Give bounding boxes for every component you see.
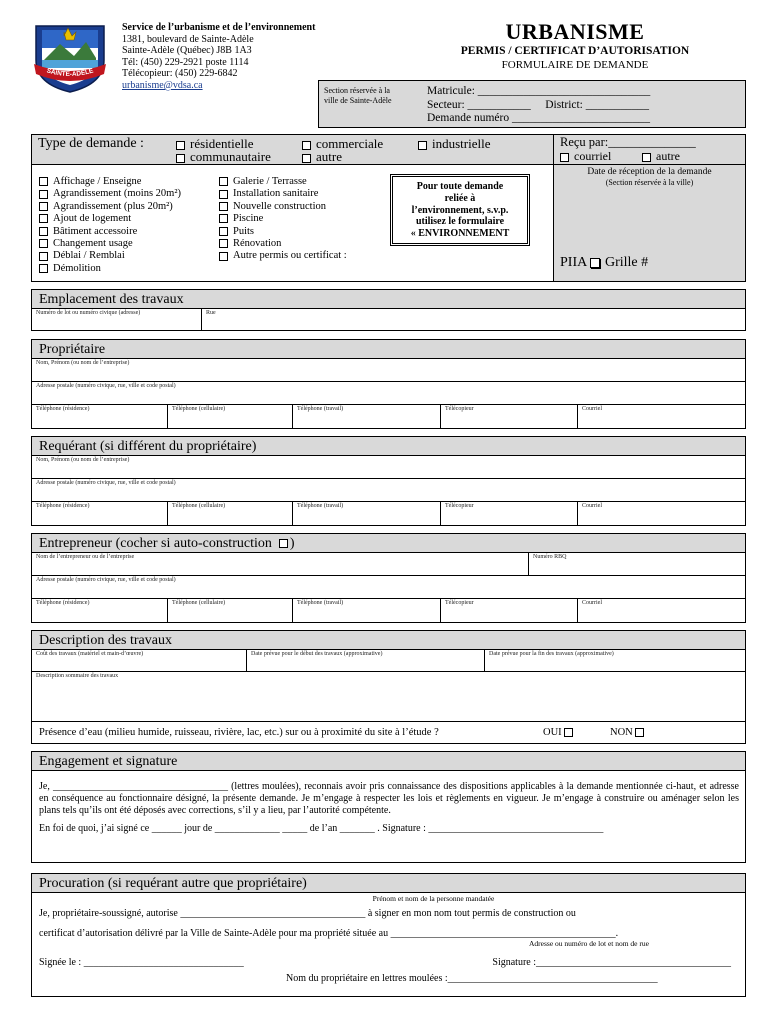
form-name: FORMULAIRE DE DEMANDE <box>501 59 649 71</box>
engagement-section <box>31 751 746 863</box>
applicant-name-field[interactable]: Nom, Prénom (ou nom de l’entreprise) <box>36 457 130 463</box>
work-checkbox[interactable]: Agrandissement (moins 20m²) <box>39 188 181 200</box>
work-checkbox[interactable]: Nouvelle construction <box>219 201 347 213</box>
recu-autre-checkbox[interactable]: autre <box>642 149 680 164</box>
owner-printed-name-field[interactable]: Nom du propriétaire en lettres moulées :__________________________________________ <box>286 973 658 984</box>
svg-text:SAINTE-ADÈLE: SAINTE-ADÈLE <box>45 67 95 79</box>
page-title: URBANISME <box>505 19 645 44</box>
recu-courriel-checkbox[interactable]: courriel <box>560 149 611 164</box>
work-checkbox[interactable]: Changement usage <box>39 238 181 250</box>
work-checkbox[interactable]: Affichage / Enseigne <box>39 176 181 188</box>
end-date-field[interactable]: Date prévue pour la fin des travaux (approximative) <box>489 651 614 657</box>
work-checkbox[interactable]: Rénovation <box>219 238 347 250</box>
street-field[interactable]: Rue <box>206 310 216 316</box>
recu-par-field[interactable]: Reçu par:______________ <box>560 135 696 149</box>
type-demande-section <box>31 134 554 282</box>
org-address-2: Sainte-Adèle (Québec) J8B 1A3 <box>122 45 252 57</box>
contractor-address-field[interactable]: Adresse postale (numéro civique, rue, ville et code postal) <box>36 577 176 583</box>
procuration-address-label: Adresse ou numéro de lot et nom de rue <box>529 939 649 948</box>
contractor-email-field[interactable]: Courriel <box>582 600 602 606</box>
type-option-industrielle[interactable]: industrielle <box>418 136 491 152</box>
water-non-checkbox[interactable]: NON <box>610 727 649 738</box>
applicant-fax-field[interactable]: Télécopieur <box>441 502 578 525</box>
applicant-tel-cell-field[interactable]: Téléphone (cellulaire) <box>168 502 293 525</box>
owner-email-field[interactable]: Courriel <box>582 406 602 412</box>
procuration-signature-field[interactable]: Signature :_______________________________________ <box>492 957 731 968</box>
applicant-address-field[interactable]: Adresse postale (numéro civique, rue, ville et code postal) <box>36 480 176 486</box>
entrepreneur-title: Entrepreneur (cocher si auto-construction ) <box>32 534 745 553</box>
reserved-label-2: ville de Sainte-Adèle <box>324 95 392 105</box>
emplacement-section <box>31 289 746 331</box>
contractor-tel-cell-field[interactable]: Téléphone (cellulaire) <box>168 599 293 622</box>
work-checkbox[interactable]: Bâtiment accessoire <box>39 226 181 238</box>
work-checkbox[interactable]: Démolition <box>39 263 181 275</box>
applicant-tel-work-field[interactable]: Téléphone (travail) <box>293 502 441 525</box>
demande-numero-field[interactable]: Demande numéro ________________________ <box>427 112 650 124</box>
owner-tel-work-field[interactable]: Téléphone (travail) <box>293 405 441 428</box>
procuration-line-1[interactable]: Je, propriétaire-soussigné, autorise _____________________________________ à signer en mon nom tout permis de construction ou <box>39 908 576 919</box>
type-option-commerciale[interactable]: commerciale <box>302 136 383 152</box>
reception-date-label: Date de réception de la demande <box>587 167 712 177</box>
applicant-tel-residence-field[interactable]: Téléphone (résidence) <box>32 502 168 525</box>
type-demande-label: Type de demande : <box>38 136 144 151</box>
procuration-title: Procuration (si requérant autre que propriétaire) <box>32 874 745 893</box>
piia-checkbox[interactable] <box>590 258 600 268</box>
engagement-title: Engagement et signature <box>32 752 745 771</box>
district-field[interactable]: District: ___________ <box>545 98 650 111</box>
applicant-email-field[interactable]: Courriel <box>582 503 602 509</box>
form-title-block <box>420 20 730 71</box>
secteur-field[interactable]: Secteur: ___________ <box>427 98 531 111</box>
engagement-signature-line[interactable]: En foi de quoi, j’ai signé ce ______ jour de _____________ _____ de l’an _______ . Signature : ___________________________________ <box>39 823 604 835</box>
org-email-link[interactable]: urbanisme@vdsa.ca <box>122 79 203 91</box>
work-checkbox[interactable]: Piscine <box>219 213 347 225</box>
reception-section <box>554 134 746 282</box>
description-section <box>31 630 746 744</box>
description-title: Description des travaux <box>32 631 745 650</box>
environment-notice: Pour toute demande reliée à l’environnement, s.v.p. utilisez le formulaire « ENVIRONNEMENT <box>390 174 530 246</box>
mandate-label: Prénom et nom de la personne mandatée <box>372 894 495 903</box>
works-list-left <box>39 176 181 275</box>
water-oui-checkbox[interactable]: OUI <box>543 727 578 738</box>
city-logo <box>30 14 110 94</box>
org-phone: Tél: (450) 229-2921 poste 1114 <box>122 56 249 68</box>
procuration-line-2[interactable]: certificat d’autorisation délivré par la Ville de Sainte-Adèle pour ma propriété située au _____________________________________________. <box>39 927 619 939</box>
work-summary-field[interactable]: Description sommaire des travaux <box>36 673 119 679</box>
type-option-communautaire[interactable]: communautaire <box>176 149 271 165</box>
work-checkbox[interactable]: Agrandissement (plus 20m²) <box>39 201 181 213</box>
lot-number-field[interactable]: Numéro de lot ou numéro civique (adresse) <box>32 309 202 330</box>
work-checkbox[interactable]: Installation sanitaire <box>219 188 347 200</box>
work-checkbox[interactable]: Ajout de logement <box>39 213 181 225</box>
contractor-tel-residence-field[interactable]: Téléphone (résidence) <box>32 599 168 622</box>
reception-date-sub: (Section réservée à la ville) <box>605 178 694 187</box>
emplacement-title: Emplacement des travaux <box>32 290 745 309</box>
procuration-section <box>31 873 746 997</box>
owner-name-field[interactable]: Nom, Prénom (ou nom de l’entreprise) <box>36 360 130 366</box>
proprietaire-title: Propriétaire <box>32 340 745 359</box>
requerant-section <box>31 436 746 526</box>
work-checkbox[interactable]: Autre permis ou certificat : <box>219 250 347 262</box>
signed-date-field[interactable]: Signée le : ________________________________ <box>39 957 244 968</box>
piia-grille[interactable]: PIIA Grille # <box>560 255 649 270</box>
cost-field[interactable]: Coût des travaux (matériel et main-d’œuvre) <box>32 650 247 671</box>
matricule-field[interactable]: Matricule: ______________________________ <box>427 85 651 97</box>
contractor-name-field[interactable]: Nom de l’entrepreneur ou de l’entreprise <box>32 553 529 575</box>
owner-tel-residence-field[interactable]: Téléphone (résidence) <box>32 405 168 428</box>
start-date-field[interactable]: Date prévue pour le début des travaux (approximative) <box>247 650 485 671</box>
auto-construction-checkbox[interactable] <box>279 539 288 548</box>
owner-tel-cell-field[interactable]: Téléphone (cellulaire) <box>168 405 293 428</box>
work-checkbox[interactable]: Puits <box>219 226 347 238</box>
org-fax: Télécopieur: (450) 229-6842 <box>122 68 238 80</box>
work-checkbox[interactable]: Déblai / Remblai <box>39 250 181 262</box>
engagement-paragraph[interactable]: Je, ___________________________________ (lettres moulées), reconnais avoir pris connaissance des dispositions applicables à la demande mentionnée ci-haut, et adresse en conséquence au fonctionnaire désigné, la présente demande. Je m’engage à respecter les lois et règlements en vigueur. Je m’engage à construire ou aménager selon les plans tels qu’ils ont été déposés avec corrections, s’il y a lieu, par l’autorité compétente. <box>39 781 739 816</box>
work-checkbox[interactable]: Galerie / Terrasse <box>219 176 347 188</box>
entrepreneur-section <box>31 533 746 623</box>
owner-fax-field[interactable]: Télécopieur <box>441 405 578 428</box>
owner-address-field[interactable]: Adresse postale (numéro civique, rue, ville et code postal) <box>36 383 176 389</box>
page-subtitle: PERMIS / CERTIFICAT D’AUTORISATION <box>460 45 690 57</box>
reserved-label-1: Section réservée à la <box>324 86 390 95</box>
type-option-residentielle[interactable]: résidentielle <box>176 136 254 152</box>
type-option-autre[interactable]: autre <box>302 149 342 165</box>
org-address-1: 1381, boulevard de Sainte-Adèle <box>122 33 254 45</box>
proprietaire-section <box>31 339 746 429</box>
contractor-rbq-field[interactable]: Numéro RBQ <box>533 554 567 560</box>
requerant-title: Requérant (si différent du propriétaire) <box>32 437 745 456</box>
reserved-section <box>318 80 746 128</box>
contractor-tel-work-field[interactable]: Téléphone (travail) <box>293 599 441 622</box>
works-list-right <box>219 176 347 263</box>
org-name: Service de l’urbanisme et de l’environnement <box>122 22 316 33</box>
water-question: Présence d’eau (milieu humide, ruisseau, rivière, lac, etc.) sur ou à proximité du site à l’étude ? <box>39 726 439 738</box>
contractor-fax-field[interactable]: Télécopieur <box>441 599 578 622</box>
